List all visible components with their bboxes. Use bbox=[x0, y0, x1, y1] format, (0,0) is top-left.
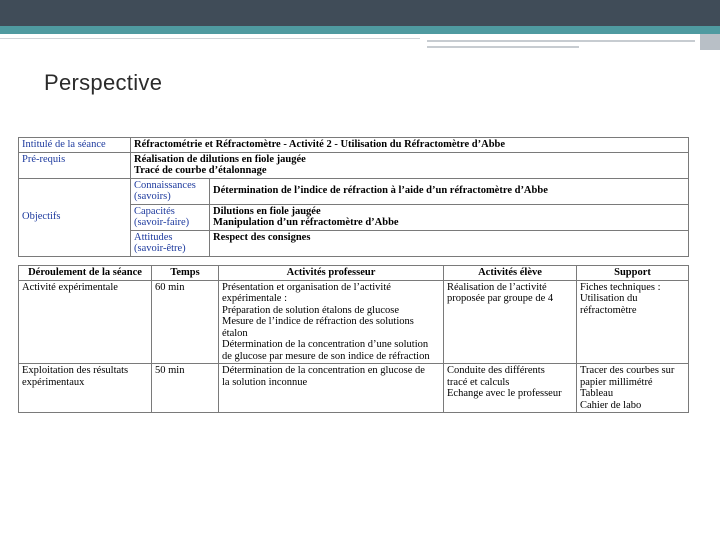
capacites-line: (savoir-faire) bbox=[134, 217, 190, 228]
seance-value: Réfractométrie et Réfractomètre - Activité 2 - Utilisation du Réfractomètre d’Abbe bbox=[131, 138, 689, 153]
column-header: Temps bbox=[152, 266, 219, 281]
capacites-line: Capacités bbox=[134, 205, 175, 217]
prof-line: expérimentale : bbox=[222, 293, 288, 304]
table-header-row bbox=[19, 266, 689, 281]
capacites-value-line: Dilutions en fiole jaugée bbox=[213, 205, 321, 217]
eleve-cell bbox=[444, 364, 577, 413]
prof-line: de glucose par mesure de son indice de réfraction bbox=[222, 350, 430, 362]
prerequis-label: Pré-requis bbox=[19, 152, 131, 178]
support-line: Fiches techniques : bbox=[580, 281, 661, 293]
connaissances-line: (savoirs) bbox=[134, 191, 171, 202]
support-cell bbox=[577, 280, 689, 364]
prerequis-line: Tracé de courbe d’étalonnage bbox=[134, 165, 267, 176]
attitudes-label bbox=[131, 230, 210, 256]
schedule-table bbox=[18, 265, 689, 413]
prof-line: Mesure de l’indice de réfraction des solutions bbox=[222, 316, 414, 327]
capacites-label bbox=[131, 204, 210, 230]
table-row bbox=[19, 364, 689, 413]
support-line: réfractomètre bbox=[580, 304, 637, 316]
decorative-corner bbox=[700, 34, 720, 50]
attitudes-line: Attitudes bbox=[134, 231, 173, 243]
session-info-table bbox=[18, 137, 689, 257]
prof-cell bbox=[219, 364, 444, 413]
phase-cell: Activité expérimentale bbox=[19, 280, 152, 364]
objectifs-label: Objectifs bbox=[19, 178, 131, 256]
prof-line: Préparation de solution étalons de glucose bbox=[222, 304, 399, 316]
slide-title: Perspective bbox=[44, 70, 163, 95]
capacites-value bbox=[210, 204, 689, 230]
prof-line: la solution inconnue bbox=[222, 376, 308, 388]
connaissances-value: Détermination de l’indice de réfraction à l’aide d’un réfractomètre d’Abbe bbox=[210, 178, 689, 204]
seance-label: Intitulé de la séance bbox=[19, 138, 131, 153]
attitudes-line: (savoir-être) bbox=[134, 243, 186, 254]
support-line: Tableau bbox=[580, 388, 614, 399]
prerequis-line: Réalisation de dilutions en fiole jaugée bbox=[134, 153, 306, 165]
table-row bbox=[19, 280, 689, 364]
prof-cell bbox=[219, 280, 444, 364]
decorative-line bbox=[427, 46, 579, 48]
eleve-line: tracé et calculs bbox=[447, 376, 510, 388]
support-line: Utilisation du bbox=[580, 293, 638, 304]
attitudes-value: Respect des consignes bbox=[210, 230, 689, 256]
prerequis-value bbox=[131, 152, 689, 178]
phase-cell: Exploitation des résultats expérimentaux bbox=[19, 364, 152, 413]
prof-line: Détermination de la concentration d’une solution bbox=[222, 339, 429, 350]
capacites-value-line: Manipulation d’un réfractomètre d’Abbe bbox=[213, 217, 399, 228]
support-cell bbox=[577, 364, 689, 413]
connaissances-line: Connaissances bbox=[134, 179, 196, 191]
table-row bbox=[19, 152, 689, 178]
header-accent-bar bbox=[0, 26, 720, 34]
prof-line: étalon bbox=[222, 327, 248, 339]
prof-line: Présentation et organisation de l’activité bbox=[222, 281, 391, 293]
time-cell: 50 min bbox=[152, 364, 219, 413]
header-bar bbox=[0, 0, 720, 26]
eleve-line: Réalisation de l’activité bbox=[447, 281, 547, 293]
eleve-line: Echange avec le professeur bbox=[447, 388, 562, 399]
column-header: Déroulement de la séance bbox=[19, 266, 152, 281]
table-row bbox=[19, 138, 689, 153]
column-header: Activités professeur bbox=[219, 266, 444, 281]
support-line: papier millimétré bbox=[580, 376, 653, 388]
support-line: Tracer des courbes sur bbox=[580, 365, 675, 376]
decorative-line bbox=[427, 40, 695, 42]
connaissances-label bbox=[131, 178, 210, 204]
column-header: Activités élève bbox=[444, 266, 577, 281]
prof-line: Détermination de la concentration en glucose de bbox=[222, 365, 425, 376]
eleve-line: proposée par groupe de 4 bbox=[447, 293, 554, 304]
table-row bbox=[19, 178, 689, 204]
eleve-line: Conduite des différents bbox=[447, 365, 545, 376]
decorative-line bbox=[0, 38, 420, 39]
column-header: Support bbox=[577, 266, 689, 281]
eleve-cell bbox=[444, 280, 577, 364]
support-line: Cahier de labo bbox=[580, 399, 642, 411]
time-cell: 60 min bbox=[152, 280, 219, 364]
